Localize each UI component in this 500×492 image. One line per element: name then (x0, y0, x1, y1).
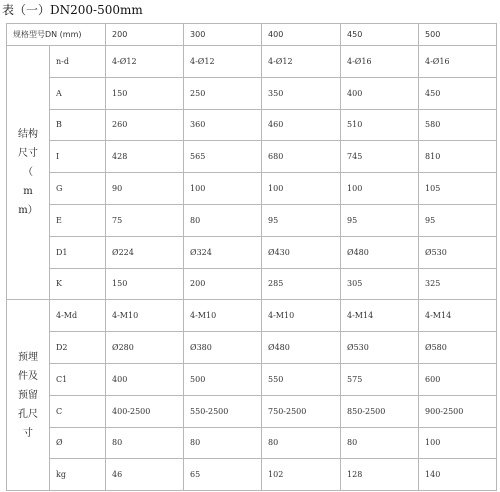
group-label (7, 46, 50, 300)
group-label (7, 300, 50, 491)
table-title: 表（一）DN200-500mm (2, 3, 143, 17)
value-cell: 80 (106, 427, 184, 459)
value-cell: 285 (262, 268, 341, 300)
value-cell: 4-Ø12 (184, 46, 262, 78)
table-row (7, 268, 497, 300)
value-cell: 600 (419, 363, 497, 395)
param-cell: I (50, 141, 106, 173)
value-cell: Ø380 (184, 332, 262, 364)
table-row (7, 204, 497, 236)
value-cell: 150 (106, 268, 184, 300)
param-cell: E (50, 204, 106, 236)
group-label-line: 寸 (23, 427, 33, 439)
value-cell: 4-Ø12 (106, 46, 184, 78)
value-cell: Ø430 (262, 236, 341, 268)
table-row (7, 173, 497, 205)
value-cell: 4-Ø16 (419, 46, 497, 78)
value-cell: 450 (419, 77, 497, 109)
value-cell: Ø580 (419, 332, 497, 364)
param-cell: Ø (50, 427, 106, 459)
value-cell: 325 (419, 268, 497, 300)
value-cell: 80 (262, 427, 341, 459)
param-cell: kg (50, 459, 106, 491)
group-label-line: 孔尺 (18, 408, 38, 420)
value-cell: Ø324 (184, 236, 262, 268)
value-cell: 565 (184, 141, 262, 173)
value-cell: 4-M14 (419, 300, 497, 332)
table-row (7, 141, 497, 173)
header-value: 300 (184, 24, 262, 46)
header-value: 450 (341, 24, 419, 46)
value-cell: 360 (184, 109, 262, 141)
param-cell: C (50, 395, 106, 427)
header-value: 200 (106, 24, 184, 46)
value-cell: 750-2500 (262, 395, 341, 427)
value-cell: 850-2500 (341, 395, 419, 427)
group-label-line: （ (23, 167, 33, 179)
value-cell: 550-2500 (184, 395, 262, 427)
value-cell: 95 (341, 204, 419, 236)
value-cell: 350 (262, 77, 341, 109)
value-cell: 400 (106, 363, 184, 395)
value-cell: 680 (262, 141, 341, 173)
value-cell: 102 (262, 459, 341, 491)
value-cell: 400-2500 (106, 395, 184, 427)
header-row (7, 24, 497, 46)
value-cell: 575 (341, 363, 419, 395)
value-cell: 100 (341, 173, 419, 205)
table-row (7, 332, 497, 364)
value-cell: 810 (419, 141, 497, 173)
table-row (7, 427, 497, 459)
param-cell: n-d (50, 46, 106, 78)
value-cell: 200 (184, 268, 262, 300)
header-value: 400 (262, 24, 341, 46)
param-cell: D1 (50, 236, 106, 268)
value-cell: 140 (419, 459, 497, 491)
spec-table (6, 23, 497, 491)
group-label-line: m (23, 186, 33, 198)
group-label-line: 尺寸 (18, 148, 38, 160)
value-cell: 4-M10 (262, 300, 341, 332)
param-cell: A (50, 77, 106, 109)
table-row (7, 77, 497, 109)
value-cell: 80 (184, 427, 262, 459)
value-cell: 900-2500 (419, 395, 497, 427)
header-label: 规格型号DN (mm) (7, 24, 106, 46)
value-cell: Ø280 (106, 332, 184, 364)
value-cell: 580 (419, 109, 497, 141)
value-cell: Ø530 (419, 236, 497, 268)
value-cell: 4-Ø16 (341, 46, 419, 78)
value-cell: 100 (419, 427, 497, 459)
value-cell: 105 (419, 173, 497, 205)
value-cell: 745 (341, 141, 419, 173)
param-cell: K (50, 268, 106, 300)
param-cell: G (50, 173, 106, 205)
value-cell: 80 (341, 427, 419, 459)
value-cell: 90 (106, 173, 184, 205)
group-label-line: 预留 (18, 389, 38, 401)
param-cell: 4-Md (50, 300, 106, 332)
value-cell: 46 (106, 459, 184, 491)
value-cell: 4-M10 (184, 300, 262, 332)
value-cell: Ø224 (106, 236, 184, 268)
value-cell: 550 (262, 363, 341, 395)
value-cell: 128 (341, 459, 419, 491)
param-cell: B (50, 109, 106, 141)
group-label-line: m） (18, 205, 38, 217)
value-cell: 500 (184, 363, 262, 395)
value-cell: 95 (419, 204, 497, 236)
value-cell: 428 (106, 141, 184, 173)
header-value: 500 (419, 24, 497, 46)
table-row (7, 236, 497, 268)
param-cell: D2 (50, 332, 106, 364)
param-cell: C1 (50, 363, 106, 395)
value-cell: 305 (341, 268, 419, 300)
value-cell: 100 (262, 173, 341, 205)
value-cell: Ø480 (341, 236, 419, 268)
value-cell: 80 (184, 204, 262, 236)
value-cell: Ø480 (262, 332, 341, 364)
table-row (7, 395, 497, 427)
value-cell: Ø530 (341, 332, 419, 364)
value-cell: 150 (106, 77, 184, 109)
group-label-line: 结构 (18, 129, 38, 141)
table-row (7, 109, 497, 141)
value-cell: 4-M10 (106, 300, 184, 332)
value-cell: 260 (106, 109, 184, 141)
value-cell: 4-M14 (341, 300, 419, 332)
value-cell: 460 (262, 109, 341, 141)
group-label-line: 件及 (18, 370, 38, 382)
value-cell: 75 (106, 204, 184, 236)
value-cell: 65 (184, 459, 262, 491)
table-row (7, 300, 497, 332)
value-cell: 95 (262, 204, 341, 236)
table-row (7, 46, 497, 78)
group-label-line: 预埋 (18, 351, 38, 363)
value-cell: 250 (184, 77, 262, 109)
value-cell: 400 (341, 77, 419, 109)
table-row (7, 459, 497, 491)
value-cell: 100 (184, 173, 262, 205)
value-cell: 4-Ø12 (262, 46, 341, 78)
value-cell: 510 (341, 109, 419, 141)
table-row (7, 363, 497, 395)
